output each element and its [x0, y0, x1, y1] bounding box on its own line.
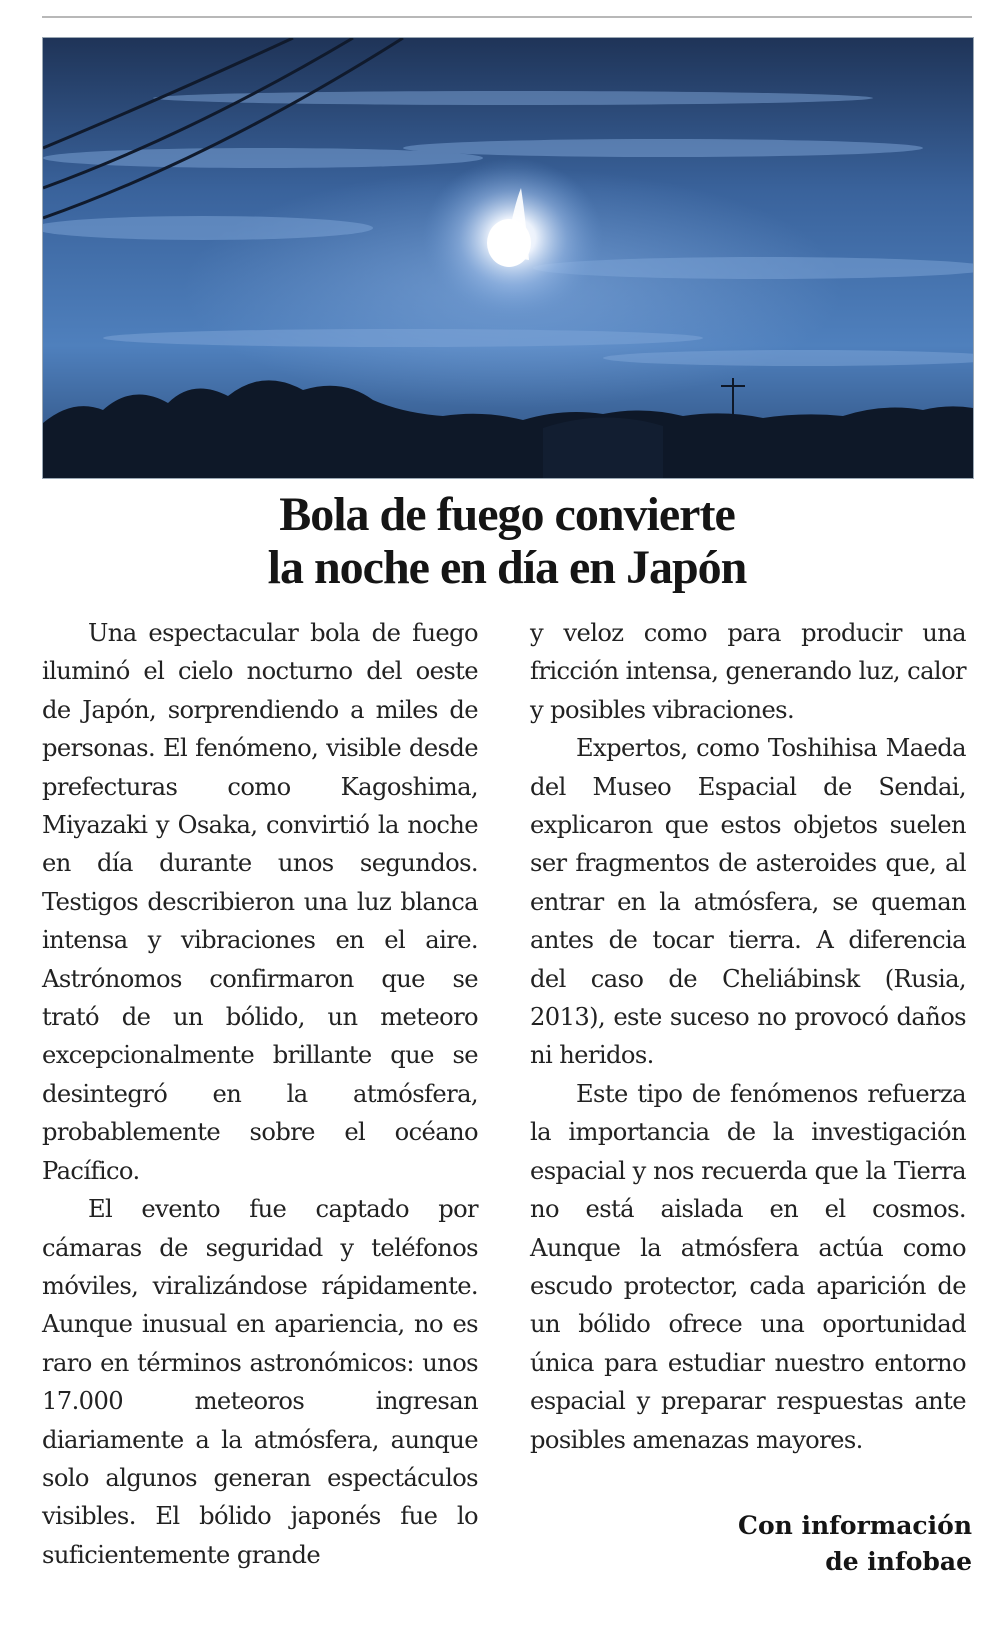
- article-headline: [42, 488, 972, 594]
- top-rule: [42, 16, 972, 18]
- paragraph-3: Expertos, como Toshihisa Maeda del Museo Espacial de Sendai, explicaron que estos objetos suelen ser fragmentos de asteroides que, al entrar en la atmósfera, se queman antes de tocar tierra. A diferencia del caso de Cheliábinsk (Rusia, 2013), este suceso no provocó daños ni heridos.: [530, 734, 966, 1070]
- fireball-photo: [42, 37, 974, 479]
- column-right: [530, 614, 966, 1459]
- paragraph-2-continued: y veloz como para producir una fricción intensa, generando luz, calor y posibles vibraciones.: [530, 619, 966, 724]
- source-credit: [600, 1508, 972, 1580]
- headline-line-1: Bola de fuego convierte: [279, 488, 735, 541]
- credit-line-2: de infobae: [825, 1547, 972, 1576]
- paragraph-4: Este tipo de fenómenos refuerza la importancia de la investigación espacial y nos recuerda que la Tierra no está aislada en el cosmos. Aunque la atmósfera actúa como escudo protector, cada aparición de un bólido ofrece una oportunidad única para estudiar nuestro entorno espacial y preparar respuestas ante posibles amenazas mayores.: [530, 1079, 966, 1454]
- credit-line-1: Con información: [738, 1511, 972, 1540]
- night-sky-image: [43, 38, 973, 478]
- paragraph-1: Una espectacular bola de fuego iluminó el cielo nocturno del oeste de Japón, sorprendiendo a miles de personas. El fenómeno, visible desde prefecturas como Kagoshima, Miyazaki y Osaka, convirtió la noche en día durante unos segundos. Testigos describieron una luz blanca intensa y vibraciones en el aire. Astrónomos confirmaron que se trató de un bólido, un meteoro excepcionalmente brillante que se desintegró en la atmósfera, probablemente sobre el océano Pacífico.: [42, 619, 478, 1185]
- column-left: [42, 614, 478, 1574]
- paragraph-2: El evento fue captado por cámaras de seguridad y teléfonos móviles, viralizándose rápidamente. Aunque inusual en apariencia, no es raro en términos astronómicos: unos 17.000 meteoros ingresan diariamente a la atmósfera, aunque solo algunos generan espectáculos visibles. El bólido japonés fue lo suficientemente grande: [42, 1195, 478, 1569]
- fireball-core: [487, 219, 531, 267]
- headline-line-2: la noche en día en Japón: [267, 541, 747, 594]
